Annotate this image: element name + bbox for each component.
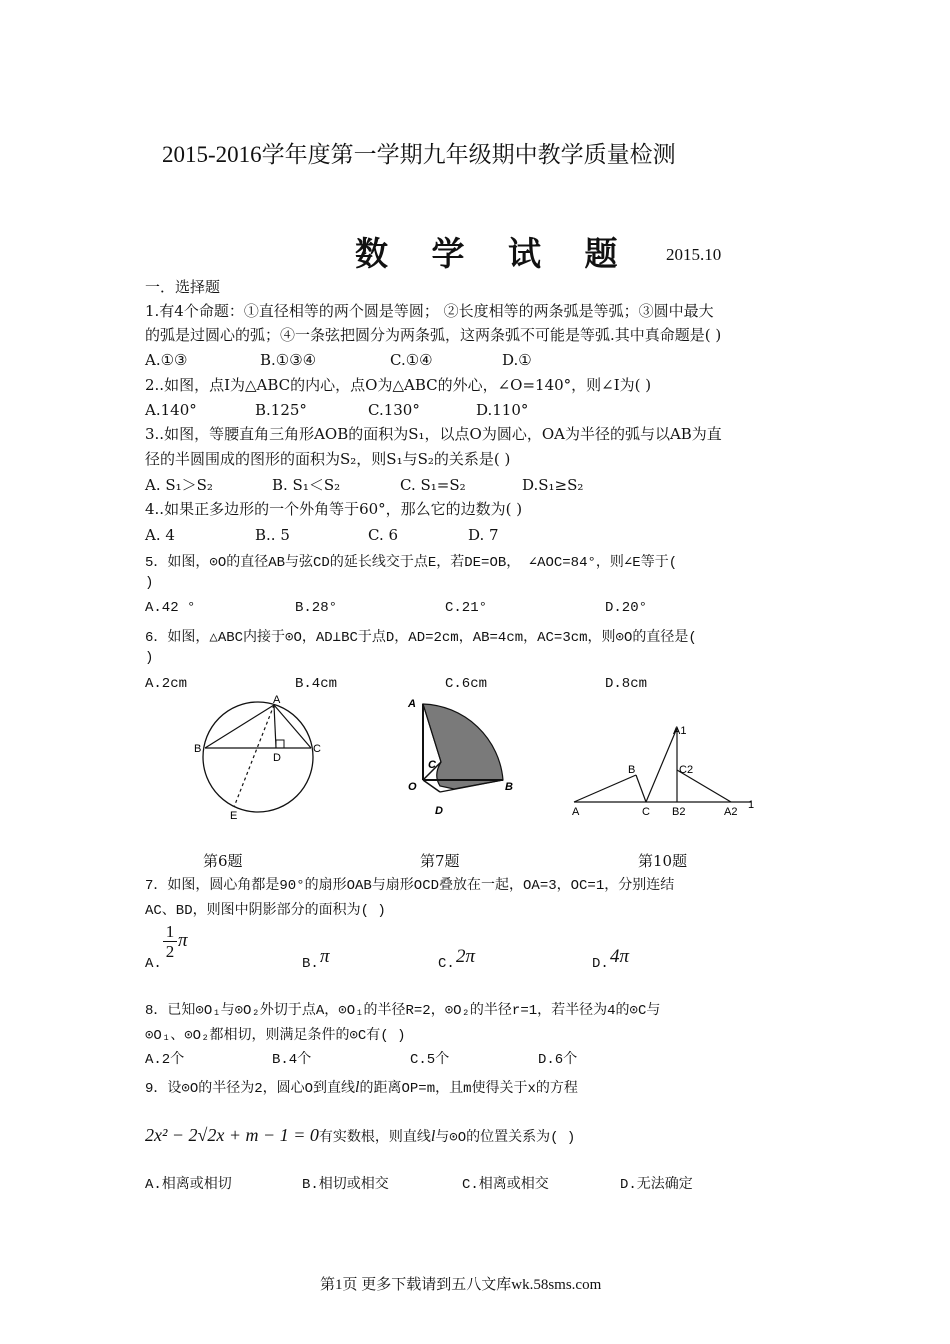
- figure-q6: [188, 695, 328, 825]
- q8-option-a: A.2个: [145, 1052, 185, 1068]
- q3-line2: 径的半圆围成的图形的面积为S₂，则S₁与S₂的关系是( ): [145, 450, 511, 468]
- q3-option-b: B. S₁＜S₂: [272, 476, 341, 494]
- q8-option-b: B.4个: [272, 1052, 312, 1068]
- fig6-side-ac: [274, 705, 311, 748]
- fig6-label-e: E: [230, 810, 238, 822]
- q2-option-b: B.125°: [255, 401, 307, 419]
- q6-option-d: D.8cm: [605, 676, 648, 692]
- q9-equation: 2x² − 2√2x + m − 1 = 0: [145, 1125, 319, 1145]
- fig7-label-d: D: [435, 805, 443, 817]
- q4-option-c: C. 6: [368, 526, 399, 544]
- fig6-label-c: C: [313, 743, 321, 755]
- q5-option-a: A.42 °: [145, 600, 196, 616]
- q7-line2: AC、BD，则图中阴影部分的面积为( ): [145, 903, 386, 919]
- q5-line2: ): [145, 575, 154, 591]
- fig6-label-d: D: [273, 752, 281, 764]
- q3-line1: 3..如图，等腰直角三角形AOB的面积为S₁，以点O为圆心，OA为半径的弧与以AB为直: [145, 425, 722, 443]
- q5-option-c: C.21°: [445, 600, 488, 616]
- q1-option-c: C.①④: [390, 351, 433, 369]
- fig10-label-a2: A2: [724, 806, 738, 818]
- fig10-segment-ca1: [646, 728, 677, 802]
- q2-option-d: D.110°: [476, 401, 529, 419]
- q9-line2: [145, 1125, 575, 1146]
- fig10-label-c: C: [642, 806, 650, 818]
- fig7-shaded-region: [423, 704, 503, 789]
- q9-line2-part1: 有实数根，则直线: [318, 1130, 431, 1146]
- q3-option-d: D.S₁≥S₂: [522, 476, 584, 494]
- q7-option-b: B.: [302, 956, 319, 972]
- fig6-side-ab: [205, 705, 274, 748]
- fig10-label-a: A: [572, 806, 580, 818]
- fig10-segment-ab: [574, 775, 636, 802]
- fig6-circle: [203, 702, 313, 812]
- fig7-label-o: O: [408, 781, 417, 793]
- q1-option-a: A.①③: [145, 351, 188, 369]
- q9-option-a: A.相离或相切: [145, 1177, 232, 1193]
- q6-line1: 6．如图，△ABC内接于⊙O，AD⊥BC于点D，AD=2cm，AB=4cm，AC=3cm，则⊙O的直径是(: [145, 630, 697, 646]
- fig10-label-a1: A1: [673, 725, 687, 737]
- q2-line1: 2..如图，点I为△ABC的内心，点O为△ABC的外心，∠O=140°，则∠I为( ): [145, 376, 652, 394]
- fig7-label-b: B: [505, 781, 513, 793]
- figure-q7: [403, 692, 523, 820]
- q4-option-a: A. 4: [145, 526, 175, 544]
- fig10-label-b2: B2: [672, 806, 686, 818]
- q3-option-a: A. S₁＞S₂: [145, 476, 213, 494]
- fraction-numerator: 1: [165, 922, 175, 941]
- q4-option-d: D. 7: [468, 526, 499, 544]
- fig6-diameter-ae: [234, 705, 274, 807]
- q9-line2-part2: 与⊙O的位置关系为( ): [435, 1130, 576, 1146]
- q9-symbol-l-2: l: [430, 1128, 436, 1145]
- exam-header: 2015-2016学年度第一学期九年级期中教学质量检测: [162, 142, 676, 167]
- section-heading: 一．选择题: [145, 278, 221, 296]
- fig10-label-c2: C2: [679, 764, 694, 776]
- q7-option-c: C.: [438, 956, 455, 972]
- q7-option-a-fraction: [163, 922, 177, 961]
- q9-line1-part1: 9．设⊙O的半径为2，圆心O到直线: [145, 1081, 356, 1097]
- q9-line1-part2: 的距离OP=m，且m使得关于x的方程: [359, 1081, 578, 1097]
- fig6-right-angle-mark: [276, 740, 284, 748]
- fig10-segment-bc: [636, 775, 646, 802]
- q5-line1: 5．如图，⊙O的直径AB与弦CD的延长线交于点E，若DE=OB， ∠AOC=84°，则∠E等于(: [145, 555, 678, 571]
- page-footer: 第1页 更多下载请到五八文库wk.58sms.com: [320, 1277, 602, 1293]
- fig10-label-line: 1: [748, 799, 755, 811]
- q4-option-b: B.. 5: [255, 526, 290, 544]
- fig7-label-c: C: [428, 759, 436, 771]
- fraction-denominator: 2: [165, 942, 175, 961]
- q8-line2: ⊙O₁、⊙O₂都相切，则满足条件的⊙C有( ): [145, 1028, 406, 1044]
- q2-option-c: C.130°: [368, 401, 420, 419]
- q5-option-d: D.20°: [605, 600, 648, 616]
- fig10-label-b: B: [628, 764, 636, 776]
- q1-line2: 的弧是过圆心的弧；④一条弦把圆分为两条弧，这两条弧不可能是等弧.其中真命题是( ): [145, 326, 722, 344]
- fig7-caption: 第7题: [420, 852, 460, 870]
- q1-line1: 1.有4个命题：①直径相等的两个圆是等圆； ②长度相等的两条弧是等弧；③圆中最大: [145, 302, 714, 320]
- q7-option-b-value: π: [320, 946, 330, 967]
- q7-option-d: D.: [592, 956, 609, 972]
- q9-option-c: C.相离或相交: [462, 1177, 549, 1193]
- exam-title: 数 学 试 题: [355, 234, 634, 273]
- exam-date: 2015.10: [666, 245, 722, 264]
- q7-option-d-value: 4π: [610, 946, 630, 967]
- q4-line1: 4..如果正多边形的一个外角等于60°，那么它的边数为( ): [145, 500, 523, 518]
- fig7-label-a: A: [408, 698, 416, 710]
- q1-option-b: B.①③④: [260, 351, 317, 369]
- q6-option-c: C.6cm: [445, 676, 488, 692]
- q9-line1: [145, 1077, 578, 1097]
- q7-line1: 7．如图，圆心角都是90°的扇形OAB与扇形OCD叠放在一起，OA=3，OC=1，分别连结: [145, 878, 675, 894]
- q5-option-b: B.28°: [295, 600, 338, 616]
- fig10-caption: 第10题: [638, 852, 688, 870]
- fig6-label-b: B: [194, 743, 202, 755]
- figure-q10: [566, 720, 766, 820]
- q6-line2: ): [145, 650, 154, 666]
- q7-option-a: A.: [145, 956, 162, 972]
- q7-option-c-value: 2π: [456, 946, 476, 967]
- q9-option-d: D.无法确定: [620, 1177, 693, 1193]
- q9-symbol-l: l: [355, 1079, 360, 1096]
- q9-option-b: B.相切或相交: [302, 1177, 389, 1193]
- q6-option-b: B.4cm: [295, 676, 338, 692]
- fig6-caption: 第6题: [203, 852, 243, 870]
- fig6-label-a: A: [273, 695, 281, 706]
- q3-option-c: C. S₁=S₂: [400, 476, 466, 494]
- q7-option-a-pi: π: [178, 930, 188, 951]
- q8-option-d: D.6个: [538, 1052, 578, 1068]
- q8-option-c: C.5个: [410, 1052, 450, 1068]
- q2-option-a: A.140°: [145, 401, 197, 419]
- q6-option-a: A.2cm: [145, 676, 188, 692]
- q8-line1: 8．已知⊙O₁与⊙O₂外切于点A，⊙O₁的半径R=2，⊙O₂的半径r=1，若半径为4的⊙C与: [145, 1003, 661, 1019]
- q1-option-d: D.①: [502, 351, 532, 369]
